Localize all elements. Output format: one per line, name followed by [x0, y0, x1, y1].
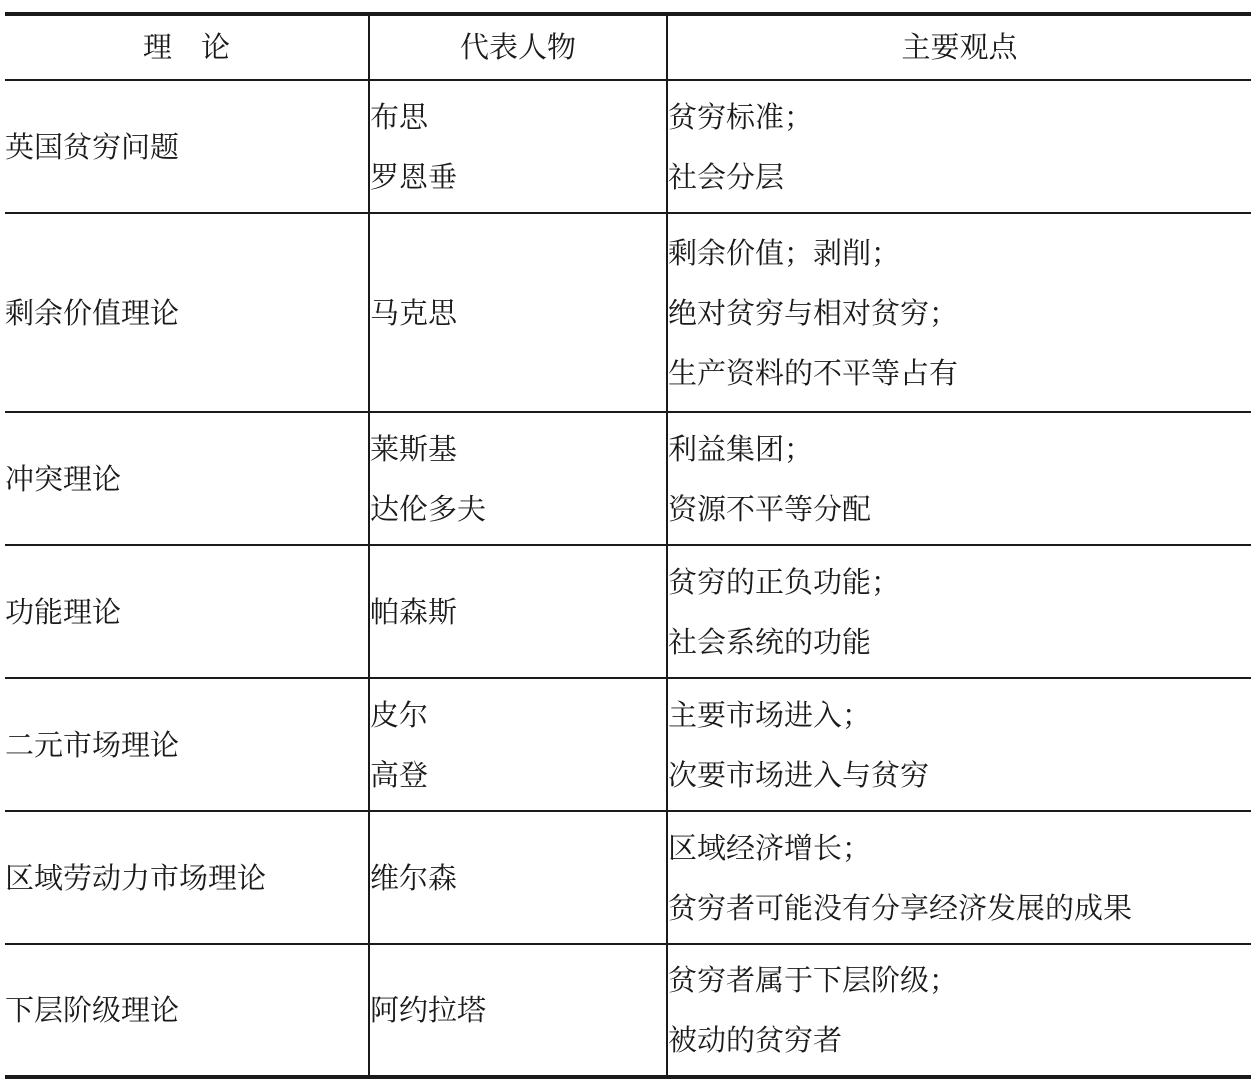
- table-row: [5, 678, 1251, 811]
- view-text: 次要市场进入与贫穷: [668, 757, 930, 792]
- view-text: 社会系统的功能: [668, 624, 872, 659]
- theory-name: 功能理论: [5, 594, 122, 629]
- people-cell: [369, 944, 667, 1077]
- view-text: 剩余价值；剥削；: [668, 235, 901, 270]
- table-body: [5, 80, 1251, 1077]
- view-text: 主要市场进入；: [668, 697, 872, 732]
- views-cell: [667, 944, 1251, 1077]
- theory-cell: [5, 678, 369, 811]
- header-row: [5, 14, 1251, 80]
- people-cell: [369, 545, 667, 678]
- person-name: 帕森斯: [370, 594, 458, 629]
- view-text: 贫穷者属于下层阶级；: [668, 963, 959, 997]
- people-cell: [369, 412, 667, 545]
- view-text: 贫穷标准；: [668, 99, 814, 134]
- view-text: 贫穷者可能没有分享经济发展的成果: [668, 890, 1133, 925]
- view-text: 社会分层: [668, 159, 785, 194]
- theory-cell: [5, 944, 369, 1077]
- theory-name: 二元市场理论: [5, 727, 180, 762]
- view-text: 生产资料的不平等占有: [668, 355, 959, 390]
- theory-name: 剩余价值理论: [5, 295, 180, 330]
- table-row: [5, 412, 1251, 545]
- people-cell: [369, 811, 667, 944]
- theory-name: 下层阶级理论: [5, 993, 180, 1027]
- view-text: 贫穷的正负功能；: [668, 564, 901, 599]
- table-row: [5, 944, 1251, 1077]
- people-cell: [369, 213, 667, 412]
- theory-cell: [5, 811, 369, 944]
- poverty-theory-table: [5, 12, 1251, 1079]
- views-cell: [667, 678, 1251, 811]
- theory-cell: [5, 80, 369, 213]
- person-name: 高登: [370, 757, 429, 792]
- person-name: 罗恩垂: [370, 159, 458, 194]
- person-name: 维尔森: [370, 860, 458, 895]
- table-row: [5, 811, 1251, 944]
- theory-cell: [5, 545, 369, 678]
- theory-name: 英国贫穷问题: [5, 129, 180, 164]
- views-cell: [667, 412, 1251, 545]
- views-cell: [667, 80, 1251, 213]
- person-name: 莱斯基: [370, 431, 458, 466]
- header-main-views: 主要观点: [667, 14, 1251, 80]
- theory-name: 冲突理论: [5, 461, 122, 496]
- view-text: 资源不平等分配: [668, 491, 872, 526]
- header-representative-people: 代表人物: [369, 14, 667, 80]
- people-cell: [369, 80, 667, 213]
- person-name: 布思: [370, 99, 429, 134]
- table-row: [5, 545, 1251, 678]
- theory-name: 区域劳动力市场理论: [5, 860, 267, 895]
- views-cell: [667, 811, 1251, 944]
- views-cell: [667, 545, 1251, 678]
- person-name: 阿约拉塔: [370, 993, 487, 1027]
- view-text: 绝对贫穷与相对贫穷；: [668, 295, 959, 330]
- table-header: [5, 14, 1251, 80]
- table-row: [5, 213, 1251, 412]
- table-row: [5, 80, 1251, 213]
- header-theory: 理 论: [5, 14, 369, 80]
- person-name: 皮尔: [370, 697, 429, 732]
- view-text: 被动的贫穷者: [668, 1023, 843, 1057]
- theory-cell: [5, 213, 369, 412]
- theory-cell: [5, 412, 369, 545]
- view-text: 区域经济增长；: [668, 830, 872, 865]
- view-text: 利益集团；: [668, 431, 814, 466]
- views-cell: [667, 213, 1251, 412]
- person-name: 达伦多夫: [370, 491, 487, 526]
- person-name: 马克思: [370, 295, 458, 330]
- people-cell: [369, 678, 667, 811]
